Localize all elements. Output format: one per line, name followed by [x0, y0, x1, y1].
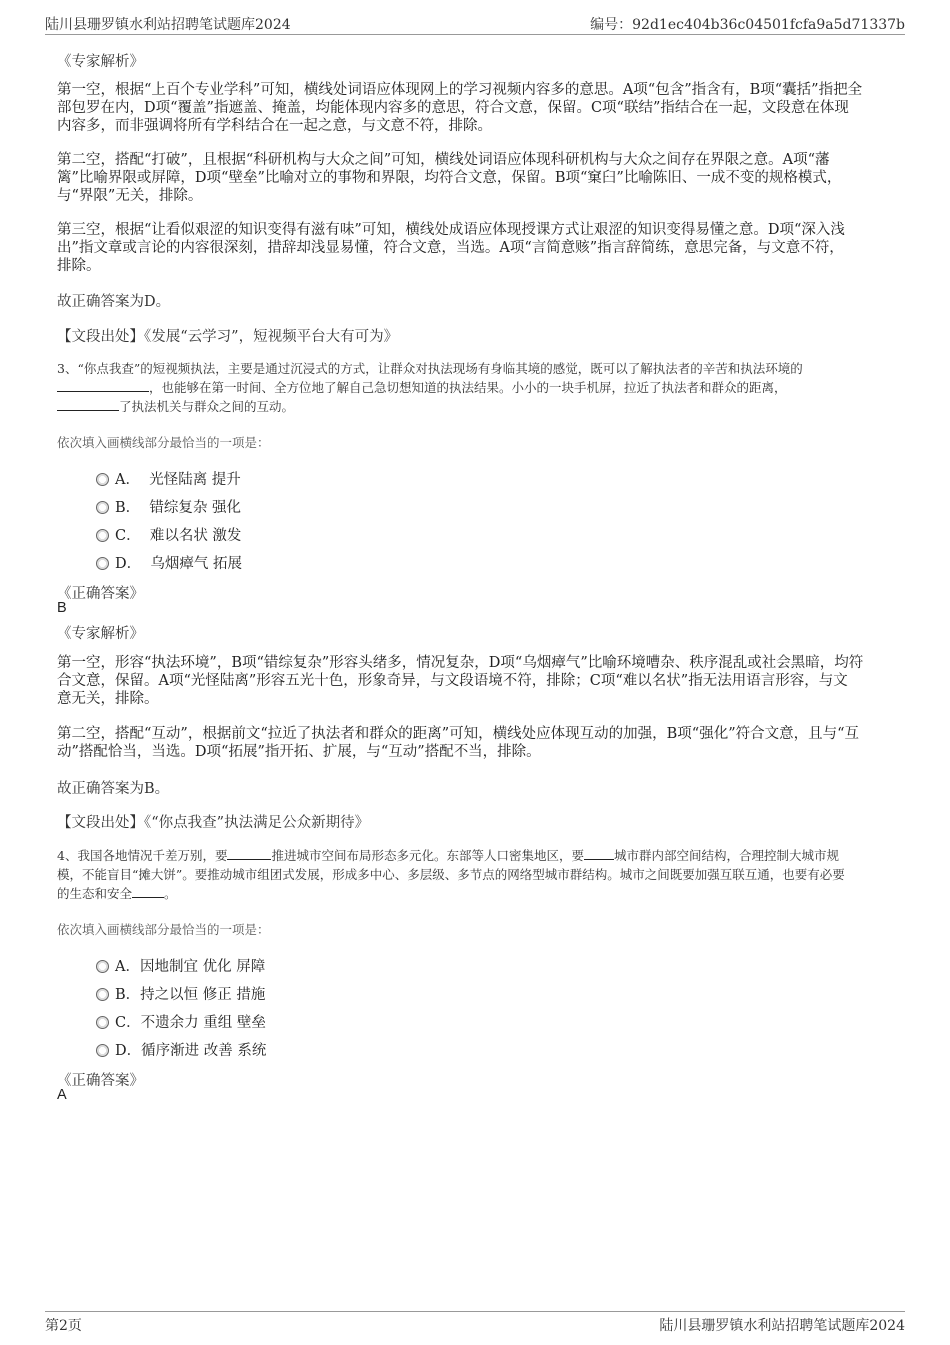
- text-line: 3、“你点我查”的短视频执法，主要是通过沉浸式的方式，让群众对执法现场有身临其境的感觉，既可以了解执法者的辛苦和执法环境的: [57, 361, 803, 376]
- source-citation: 【文段出处】《“你点我查”执法满足公众新期待》: [57, 815, 370, 831]
- option-text: 不遗余力 重组 壁垒: [140, 1015, 266, 1031]
- conclusion: 故正确答案为B。: [57, 781, 170, 797]
- text-line: [57, 846, 899, 865]
- option-text: 因地制宜 优化 屏障: [139, 959, 266, 975]
- expert-paragraph-3: [57, 221, 893, 275]
- text-line: 篱”比喻界限或屏障，D项“壁垒”比喻对立的事物和界限，均符合文意，保留。B项“窠臼”比喻陈旧、一成不变的规格模式，: [57, 170, 842, 186]
- question-3-option-a[interactable]: [96, 468, 241, 489]
- text-line: 动”搭配恰当，当选。D项“拓展”指开拓、扩展，与“互动”搭配不当，排除。: [57, 744, 541, 760]
- text-line: 部包罗在内，D项“覆盖”指遮盖、掩盖，均能体现内容多的意思，符合文意，保留。C项“联结”指结合在一起，文段意在体现: [57, 100, 849, 116]
- option-letter: B．: [115, 500, 141, 516]
- option-letter: D．: [115, 1043, 142, 1059]
- question-4-instruction: 依次填入画横线部分最恰当的一项是：: [57, 922, 270, 937]
- answer-heading: 《正确答案》: [57, 1073, 144, 1089]
- header-code: 编号：92d1ec404b36c04501fcfa9a5d71337b: [590, 17, 905, 33]
- text-span: 城市群内部空间结构，合理控制大城市规: [613, 848, 839, 863]
- fill-blank: [584, 847, 614, 860]
- expert-paragraph-2: [57, 725, 893, 761]
- option-letter: A．: [115, 959, 140, 975]
- radio-icon[interactable]: [96, 988, 109, 1001]
- expert-paragraph-1: [57, 81, 893, 135]
- text-line: 出”指文章或言论的内容很深刻，措辞却浅显易懂，符合文意，当选。A项“言简意赅”指言辞简练，意思完备，与文意不符，: [57, 240, 844, 256]
- question-3-option-d[interactable]: [96, 552, 242, 573]
- text-line: [57, 378, 899, 397]
- source-citation: 【文段出处】《发展“云学习”，短视频平台大有可为》: [57, 329, 399, 345]
- text-line: 与“界限”无关，排除。: [57, 188, 203, 204]
- page-header: [45, 12, 905, 35]
- option-letter: B．: [115, 987, 141, 1003]
- text-line: 排除。: [57, 258, 101, 274]
- page-footer: [45, 1311, 905, 1334]
- text-span: 4、我国各地情况千差万别，要: [57, 848, 228, 863]
- radio-icon[interactable]: [96, 501, 109, 514]
- answer-heading: 《正确答案》: [57, 586, 144, 602]
- footer-title: 陆川县珊罗镇水利站招聘笔试题库2024: [659, 1318, 905, 1334]
- option-letter: C．: [115, 528, 141, 544]
- radio-icon[interactable]: [96, 960, 109, 973]
- radio-icon[interactable]: [96, 529, 109, 542]
- expert-paragraph-1: [57, 654, 893, 708]
- fill-blank: [57, 379, 149, 392]
- fill-blank: [57, 398, 119, 411]
- text-span: 了执法机关与群众之间的互动。: [119, 399, 295, 414]
- question-3-instruction: 依次填入画横线部分最恰当的一项是：: [57, 435, 270, 450]
- expert-heading: 《专家解析》: [57, 54, 144, 70]
- option-text: 光怪陆离 提升: [149, 472, 241, 488]
- expert-heading: 《专家解析》: [57, 626, 144, 642]
- text-line: 第一空，形容“执法环境”，B项“错综复杂”形容头绪多，情况复杂，D项“乌烟瘴气”比喻环境嘈杂、秩序混乱或社会黑暗，均符: [57, 655, 864, 671]
- option-text: 难以名状 激发: [149, 528, 242, 544]
- answer-value: B: [57, 600, 67, 616]
- text-span: ，也能够在第一时间、全方位地了解自己急切想知道的执法结果。小小的一块手机屏，拉近了执法者和群众的距离，: [149, 380, 787, 395]
- text-line: 模，不能盲目“摊大饼”。要推动城市组团式发展，形成多中心、多层级、多节点的网络型城市群结构。城市之间既要加强互联互通，也要有必要: [57, 867, 845, 882]
- option-letter: C．: [115, 1015, 141, 1031]
- option-text: 循序渐进 改善 系统: [141, 1043, 267, 1059]
- text-line: [57, 397, 899, 416]
- question-4-option-a[interactable]: [96, 955, 265, 976]
- page-number: 第2页: [45, 1318, 82, 1334]
- text-line: 第二空，搭配“打破”，且根据“科研机构与大众之间”可知，横线处词语应体现科研机构与大众之间存在界限之意。A项“藩: [57, 152, 830, 168]
- radio-icon[interactable]: [96, 557, 109, 570]
- text-line: 第二空，搭配“互动”，根据前文“拉近了执法者和群众的距离”可知，横线处应体现互动的加强，B项“强化”符合文意，且与“互: [57, 726, 860, 742]
- text-line: 内容多，而非强调将所有学科结合在一起之意，与文意不符，排除。: [57, 118, 492, 134]
- text-line: 第三空，根据“让看似艰涩的知识变得有滋有味”可知，横线处成语应体现授课方式让艰涩的知识变得易懂之意。D项“深入浅: [57, 222, 845, 238]
- question-4-option-b[interactable]: [96, 983, 265, 1004]
- option-text: 错综复杂 强化: [149, 500, 241, 516]
- text-span: 。: [164, 886, 177, 901]
- expert-paragraph-2: [57, 151, 893, 205]
- question-4-option-c[interactable]: [96, 1011, 266, 1032]
- option-text: 乌烟瘴气 拓展: [150, 556, 242, 572]
- question-3-option-b[interactable]: [96, 496, 241, 517]
- option-letter: A．: [115, 472, 140, 488]
- radio-icon[interactable]: [96, 1044, 109, 1057]
- text-line: 合文意，保留。A项“光怪陆离”形容五光十色，形象奇异，与文段语境不符，排除；C项“难以名状”指无法用语言形容，与文: [57, 673, 848, 689]
- conclusion: 故正确答案为D。: [57, 294, 171, 310]
- header-title: 陆川县珊罗镇水利站招聘笔试题库2024: [45, 17, 291, 33]
- question-3-text: [57, 359, 899, 416]
- option-letter: D．: [115, 556, 142, 572]
- answer-value: A: [57, 1087, 67, 1103]
- radio-icon[interactable]: [96, 1016, 109, 1029]
- text-line: 意无关，排除。: [57, 691, 159, 707]
- text-span: 的生态和安全: [57, 886, 133, 901]
- fill-blank: [227, 847, 271, 860]
- fill-blank: [132, 885, 164, 898]
- question-4-option-d[interactable]: [96, 1039, 266, 1060]
- text-line: 第一空，根据“上百个专业学科”可知，横线处词语应体现网上的学习视频内容多的意思。A项“包含”指含有，B项“囊括”指把全: [57, 82, 863, 98]
- question-4-text: [57, 846, 899, 903]
- question-3-option-c[interactable]: [96, 524, 241, 545]
- text-span: 推进城市空间布局形态多元化。东部等人口密集地区，要: [271, 848, 584, 863]
- radio-icon[interactable]: [96, 473, 109, 486]
- option-text: 持之以恒 修正 措施: [140, 987, 266, 1003]
- text-line: [57, 884, 899, 903]
